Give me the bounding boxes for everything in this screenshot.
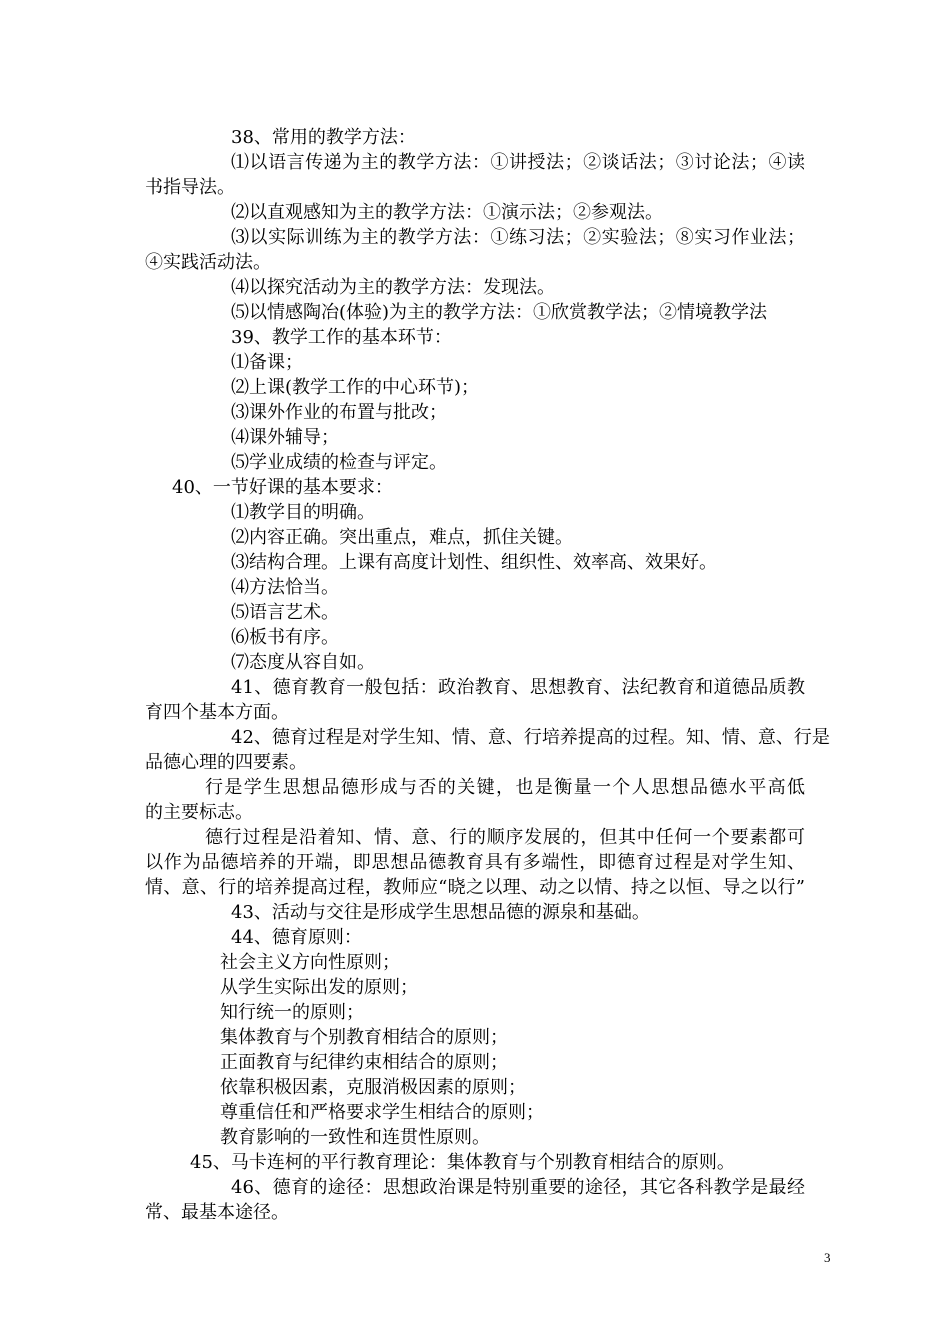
list-item: ⑷方法恰当。: [231, 577, 339, 598]
text-line: ⑷以探究活动为主的教学方法：发现法。: [231, 277, 555, 298]
list-item: ⑴备课；: [231, 352, 303, 373]
page-number: 3: [824, 1250, 831, 1265]
text-line: ⑵以直观感知为主的教学方法：①演示法；②参观法。: [231, 202, 663, 223]
list-item: ⑶结构合理。上课有高度计划性、组织性、效率高、效果好。: [231, 552, 717, 573]
text-line: ⑸以情感陶冶(体验)为主的教学方法：①欣赏教学法；②情境教学法: [231, 302, 768, 323]
text-line: 品德心理的四要素。: [145, 752, 307, 773]
heading-41: 41、德育教育一般包括：政治教育、思想教育、法纪教育和道德品质教: [231, 677, 805, 698]
list-item: ⑺态度从容自如。: [231, 652, 375, 673]
list-item: ⑸学业成绩的检查与评定。: [231, 452, 447, 473]
text-line: 情、意、行的培养提高过程，教师应“晓之以理、动之以情、持之以恒、导之以行”: [145, 877, 805, 898]
list-item: ⑴教学目的明确。: [231, 502, 375, 523]
heading-39: 39、教学工作的基本环节：: [231, 327, 452, 348]
list-item: 从学生实际出发的原则；: [220, 977, 418, 998]
list-item: ⑵内容正确。突出重点，难点，抓住关键。: [231, 527, 573, 548]
text-line: 德行过程是沿着知、情、意、行的顺序发展的，但其中任何一个要素都可: [205, 827, 805, 848]
text-line: 育四个基本方面。: [145, 702, 289, 723]
list-item: ⑵上课(教学工作的中心环节)；: [231, 377, 480, 398]
list-item: 集体教育与个别教育相结合的原则；: [220, 1027, 508, 1048]
text-line: 行是学生思想品德形成与否的关键，也是衡量一个人思想品德水平高低: [205, 777, 805, 798]
list-item: 正面教育与纪律约束相结合的原则；: [220, 1052, 508, 1073]
heading-46: 46、德育的途径：思想政治课是特别重要的途径，其它各科教学是最经: [231, 1177, 805, 1198]
list-item: ⑷课外辅导；: [231, 427, 339, 448]
list-item: ⑸语言艺术。: [231, 602, 339, 623]
list-item: 尊重信任和严格要求学生相结合的原则；: [220, 1102, 544, 1123]
text-line: 以作为品德培养的开端，即思想品德教育具有多端性，即德育过程是对学生知、: [145, 852, 805, 873]
text-line: ⑶以实际训练为主的教学方法：①练习法；②实验法；⑧实习作业法；: [231, 227, 805, 248]
heading-40: 40、一节好课的基本要求：: [172, 477, 393, 498]
heading-44: 44、德育原则：: [231, 927, 362, 948]
text-line: ⑴以语言传递为主的教学方法：①讲授法；②谈话法；③讨论法；④读: [231, 152, 805, 173]
heading-38: 38、常用的教学方法：: [231, 127, 416, 148]
list-item: 依靠积极因素，克服消极因素的原则；: [220, 1077, 526, 1098]
list-item: ⑶课外作业的布置与批改；: [231, 402, 447, 423]
list-item: 社会主义方向性原则；: [220, 952, 400, 973]
list-item: 知行统一的原则；: [220, 1002, 364, 1023]
heading-43: 43、活动与交往是形成学生思想品德的源泉和基础。: [231, 902, 650, 923]
heading-42: 42、德育过程是对学生知、情、意、行培养提高的过程。知、情、意、行是: [231, 727, 830, 748]
text-line: ④实践活动法。: [145, 252, 271, 273]
list-item: 教育影响的一致性和连贯性原则。: [220, 1127, 490, 1148]
heading-45: 45、马卡连柯的平行教育理论：集体教育与个别教育相结合的原则。: [190, 1152, 735, 1173]
text-line: 书指导法。: [145, 177, 235, 198]
list-item: ⑹板书有序。: [231, 627, 339, 648]
text-line: 常、最基本途径。: [145, 1202, 289, 1223]
text-line: 的主要标志。: [145, 802, 253, 823]
